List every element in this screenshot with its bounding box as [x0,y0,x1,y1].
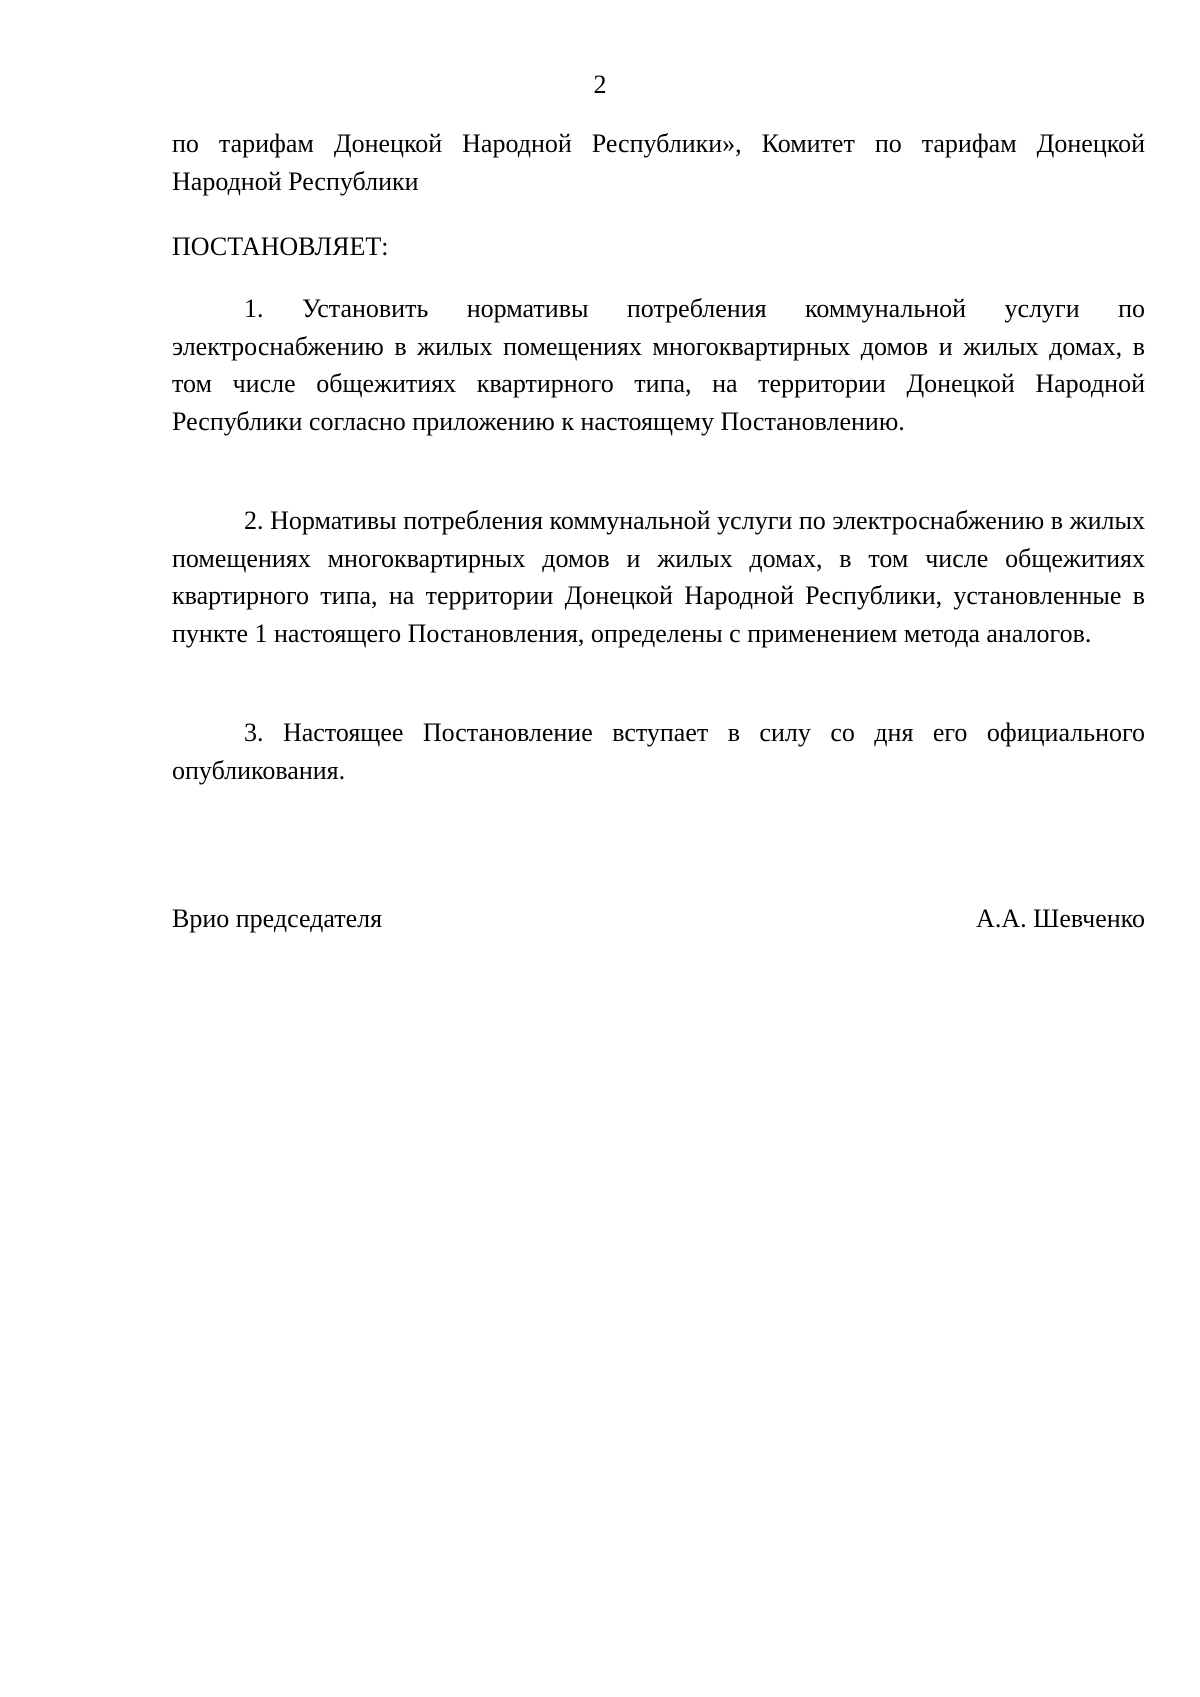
signatory-name: А.А. Шевченко [976,904,1145,933]
resolution-item-1: 1. Установить нормативы потребления коммунальной услуги по электроснабжению в жилых помещениях многоквартирных домов и жилых домах, в том числе общежитиях квартирного типа, на территории Донецкой Народной Республики согласно приложению к настоящему Постановлению. [172,294,1145,436]
signatory-position: Врио председателя [172,904,383,933]
resolution-item-2: 2. Нормативы потребления коммунальной услуги по электроснабжению в жилых помещениях многоквартирных домов и жилых домах, в том числе общежитиях квартирного типа, на территории Донецкой Народной Республики, установленные в пункте 1 настоящего Постановления, определены с применением метода аналогов. [172,506,1145,648]
resolves-heading: ПОСТАНОВЛЯЕТ: [172,232,389,261]
page-number: 2 [593,70,607,99]
intro-paragraph: по тарифам Донецкой Народной Республики», Комитет по тарифам Донецкой Народной Республики [172,129,1145,196]
signature-block [172,900,1145,938]
resolution-item-3: 3. Настоящее Постановление вступает в силу со дня его официального опубликования. [172,718,1145,785]
